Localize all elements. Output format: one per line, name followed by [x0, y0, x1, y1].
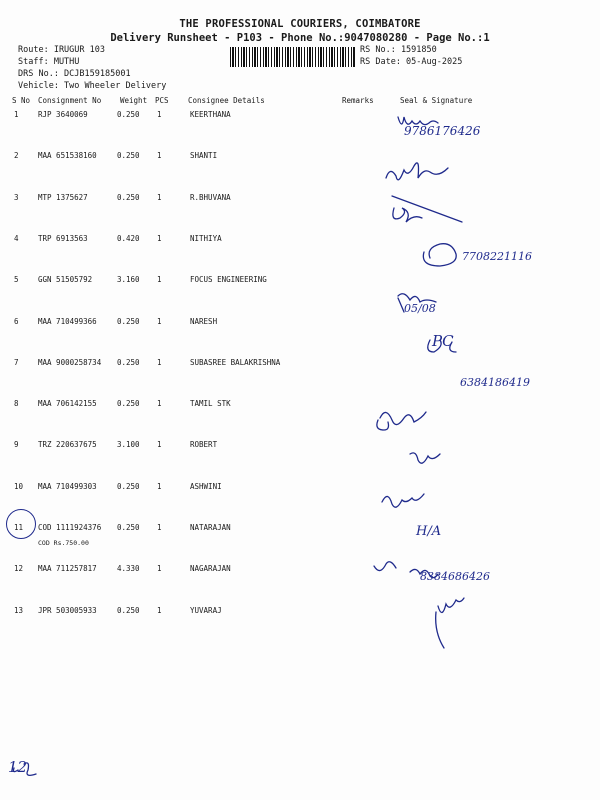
cell-pcs: 1 [157, 192, 162, 202]
cell-consignment: MTP 1375627 [38, 192, 88, 202]
cell-consignment: TRP 6913563 [38, 233, 88, 243]
cell-consignee: R.BHUVANA [190, 192, 231, 202]
handwritten-phone-8: 6384186419 [460, 376, 530, 389]
cell-consignment: MAA 651538160 [38, 151, 97, 161]
cell-consignee: TAMIL STK [190, 399, 231, 409]
handwritten-phone-12: 8384686426 [420, 570, 490, 583]
handwritten-phone-4: 7708221116 [462, 250, 532, 263]
col-consignment: Consignment No [38, 96, 102, 105]
drs-label: DRS No.: DCJB159185001 [18, 69, 131, 79]
cell-consignee: NAGARAJAN [190, 564, 231, 574]
cell-consignment: COD 1111924376 [38, 523, 102, 532]
handwritten-note-11: H/A [416, 524, 442, 539]
cell-pcs: 1 [157, 440, 162, 450]
cell-consignment: MAA 710499303 [38, 481, 97, 491]
cell-consignment: GGN 51505792 [38, 275, 93, 285]
cell-consignment: TRZ 220637675 [38, 440, 97, 450]
runsheet-title: THE PROFESSIONAL COURIERS, COIMBATORE [179, 18, 421, 30]
col-sno: S No [12, 96, 31, 105]
cell-pcs: 1 [157, 399, 162, 409]
cell-weight: 0.250 [117, 151, 140, 161]
cell-weight: 3.100 [117, 440, 140, 450]
cell-sno: 7 [14, 357, 19, 367]
col-remarks: Remarks [342, 96, 374, 105]
cell-consignee: ROBERT [190, 440, 218, 450]
cell-pcs: 1 [157, 357, 162, 367]
cell-sno: 6 [14, 316, 19, 326]
cell-consignee: SHANTI [190, 151, 218, 161]
rs-date: RS Date: 05-Aug-2025 [360, 57, 463, 67]
cell-consignment: MAA 9000258734 [38, 357, 102, 367]
cell-weight: 0.250 [117, 192, 140, 202]
cell-weight: 0.250 [117, 605, 140, 615]
cell-sno: 1 [14, 110, 19, 119]
cell-consignee: NATARAJAN [190, 523, 231, 532]
cell-consignment: RJP 3640069 [38, 110, 88, 119]
col-weight: Weight [120, 96, 148, 105]
cell-weight: 0.250 [117, 357, 140, 367]
cell-pcs: 1 [157, 275, 162, 285]
cell-weight: 0.250 [117, 316, 140, 326]
handwritten-initials-7: PC [432, 332, 454, 350]
cell-sno: 2 [14, 151, 19, 161]
cell-sno: 11 [14, 523, 24, 532]
cell-pcs: 1 [157, 110, 162, 119]
cod-amount-note: COD Rs.750.00 [38, 539, 89, 547]
cell-weight: 3.160 [117, 275, 140, 285]
cell-consignee: KEERTHANA [190, 110, 231, 119]
vehicle-label: Vehicle: Two Wheeler Delivery [18, 81, 167, 91]
cell-weight: 0.250 [117, 481, 140, 491]
cell-pcs: 1 [157, 233, 162, 243]
cell-pcs: 1 [157, 151, 162, 161]
cell-weight: 0.250 [117, 399, 140, 409]
col-consignee: Consignee Details [188, 96, 265, 105]
cell-pcs: 1 [157, 481, 162, 491]
cell-consignee: SUBASREE BALAKRISHNA [190, 357, 281, 367]
staff-label: Staff: MUTHU [18, 57, 80, 67]
cell-consignee: ASHWINI [190, 481, 222, 491]
handwritten-date-6: 05/08 [404, 302, 436, 315]
cell-weight: 0.250 [117, 110, 140, 119]
cell-sno: 8 [14, 399, 19, 409]
handwritten-page-mark: 12 [8, 758, 28, 776]
cell-pcs: 1 [157, 523, 162, 532]
cell-sno: 13 [14, 605, 24, 615]
cell-consignee: NITHIYA [190, 233, 222, 243]
cell-consignee: YUVARAJ [190, 605, 222, 615]
runsheet-subtitle: Delivery Runsheet - P103 - Phone No.:9047080280 - Page No.:1 [110, 32, 490, 44]
handwritten-phone-1: 9786176426 [404, 124, 481, 138]
cell-consignment: MAA 710499366 [38, 316, 97, 326]
col-seal-signature: Seal & Signature [400, 96, 473, 105]
cell-sno: 3 [14, 192, 19, 202]
cell-consignment: JPR 503005933 [38, 605, 97, 615]
cell-pcs: 1 [157, 605, 162, 615]
cell-consignment: MAA 711257817 [38, 564, 97, 574]
cell-pcs: 1 [157, 564, 162, 574]
cell-sno: 10 [14, 481, 24, 491]
cell-weight: 4.330 [117, 564, 140, 574]
route-label: Route: IRUGUR 103 [18, 45, 105, 55]
cell-consignment: MAA 706142155 [38, 399, 97, 409]
cell-sno: 4 [14, 233, 19, 243]
rs-number: RS No.: 1591850 [360, 45, 437, 55]
cell-sno: 5 [14, 275, 19, 285]
col-pcs: PCS [155, 96, 169, 105]
cell-consignee: NARESH [190, 316, 218, 326]
cell-weight: 0.250 [117, 523, 140, 532]
cell-consignee: FOCUS ENGINEERING [190, 275, 267, 285]
cell-sno: 12 [14, 564, 24, 574]
cell-pcs: 1 [157, 316, 162, 326]
cell-sno: 9 [14, 440, 19, 450]
cell-weight: 0.420 [117, 233, 140, 243]
